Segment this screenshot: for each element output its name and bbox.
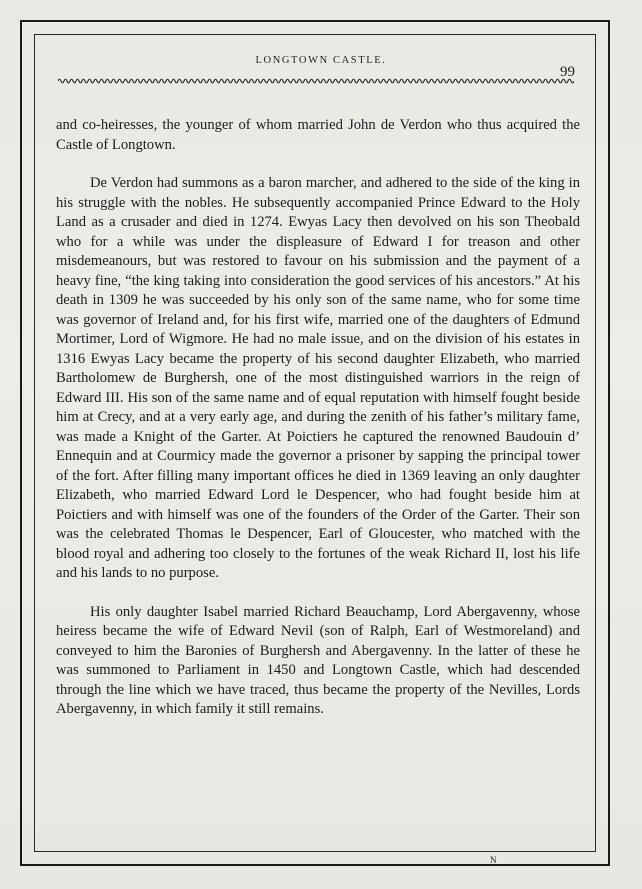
signature-mark: N [490, 855, 498, 865]
paragraph-2: De Verdon had summons as a baron marcher, and adhered to the side of the king in his struggle with the nobles. He subsequently accompanied Prince Edward to the Holy Land as a crusader and died in 1274. Ewyas Lacy then devolved on his son Theobald who for a while was under the displeasure of Edward I for treason and other misdemeanours, but was restored to favour on his submission and the payment of a heavy fine, “the king taking into consideration the good services of his ancestors.” At his death in 1309 he was succeeded by his only son of the same name, who for some time was governor of Ireland and, for his first wife, married one of the daughters of Edmund Mortimer, Lord of Wigmore. He had no male issue, and on the division of his estates in 1316 Ewyas Lacy became the property of his second daughter Elizabeth, who married Bartholomew de Burghersh, one of the most distinguished warriors in the reign of Edward III. His son of the same name and of equal reputation with himself fought beside him at Crecy, and at a very early age, and during the zenith of his father’s military fame, was made a Knight of the Garter. At Poictiers he captured the renowned Baudouin d’ Ennequin and at Courmicy made the governor a prisoner by sapping the principal tower of the fort. After filling many important offices he died in 1369 leaving an only daughter Elizabeth, who married Edward Lord le Despencer, who had fought beside him at Poictiers and with himself was one of the founders of the Order of the Garter. Their son was the celebrated Thomas le Despencer, Earl of Gloucester, who matched with the blood royal and adhering too closely to the fortunes of the weak Richard II, lost his life and his lands to no purpose. [56, 175, 580, 581]
body-text [56, 116, 580, 720]
page-number: 99 [560, 64, 575, 80]
paragraph-3: His only daughter Isabel married Richard Beauchamp, Lord Abergavenny, whose heiress became the wife of Edward Nevil (son of Ralph, Earl of Westmoreland) and conveyed to him the Baronies of Burghersh and Abergavenny. In the latter of these he was summoned to Parliament in 1450 and Longtown Castle, which had descended through the line which we have traced, thus became the property of the Nevilles, Lords Abergavenny, in which family it still remains. [56, 603, 580, 717]
running-head: LONGTOWN CASTLE. [255, 55, 387, 66]
paragraph-1: and co-heiresses, the younger of whom married John de Verdon who thus acquired the Castle of Longtown. [56, 117, 580, 153]
wavy-rule-ornament [58, 76, 574, 86]
